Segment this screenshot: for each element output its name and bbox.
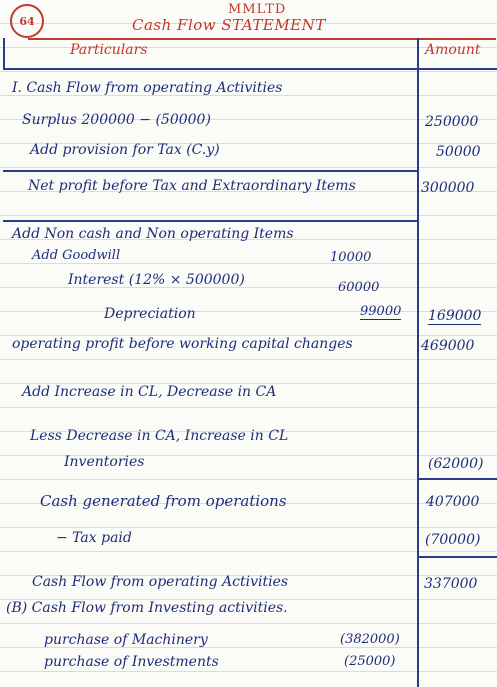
row-depreciation-amount: 169000: [428, 308, 482, 324]
header-underline: [3, 68, 497, 70]
row-section-operating: I. Cash Flow from operating Activities: [12, 80, 283, 96]
row-interest-value: 60000: [338, 280, 380, 295]
column-header-amount: Amount: [425, 42, 481, 58]
row-goodwill-value: 10000: [330, 250, 372, 265]
row-inventories: Inventories: [64, 454, 145, 470]
row-operating-profit: operating profit before working capital changes: [12, 336, 353, 352]
row-non-cash-items: Add Non cash and Non operating Items: [12, 226, 294, 242]
row-inventories-amount: (62000): [428, 456, 484, 472]
row-less-decrease: Less Decrease in CA, Increase in CL: [30, 428, 289, 444]
row-tax-paid-amount: (70000): [425, 532, 481, 548]
statement-title: Cash Flow STATEMENT: [132, 16, 326, 34]
company-name: MMLTD: [228, 2, 287, 17]
row-section-investing: (B) Cash Flow from Investing activities.: [6, 600, 288, 616]
row-net-profit: Net profit before Tax and Extraordinary Items: [28, 178, 356, 194]
divider-2: [3, 220, 417, 222]
column-divider: [417, 38, 419, 687]
row-purchase-machinery-value: (382000): [340, 632, 400, 647]
row-purchase-investments-value: (25000): [344, 654, 396, 669]
row-surplus: Surplus 200000 − (50000): [22, 112, 211, 128]
row-operating-profit-amount: 469000: [421, 338, 475, 354]
row-purchase-investments: purchase of Investments: [44, 654, 219, 670]
row-cash-generated-amount: 407000: [426, 494, 480, 510]
row-depreciation: Depreciation: [104, 306, 196, 322]
inventories-underline: [417, 478, 497, 480]
row-add-increase: Add Increase in CL, Decrease in CA: [22, 384, 277, 400]
row-depreciation-value: 99000: [360, 304, 402, 319]
page-badge: 64: [10, 4, 44, 38]
row-surplus-amount: 250000: [425, 114, 479, 130]
divider-1: [3, 170, 417, 172]
table-left-edge: [3, 38, 5, 68]
row-cash-generated: Cash generated from operations: [40, 492, 287, 510]
column-header-particulars: Particulars: [70, 42, 148, 58]
tax-paid-underline: [417, 556, 497, 558]
row-purchase-machinery: purchase of Machinery: [44, 632, 208, 648]
row-interest: Interest (12% × 500000): [68, 272, 245, 288]
row-provision-tax: Add provision for Tax (C.y): [30, 142, 220, 158]
row-goodwill: Add Goodwill: [32, 248, 121, 263]
row-cash-flow-operating-amount: 337000: [424, 576, 478, 592]
row-tax-paid: − Tax paid: [56, 530, 132, 546]
row-provision-tax-amount: 50000: [436, 144, 481, 160]
row-net-profit-amount: 300000: [421, 180, 475, 196]
row-cash-flow-operating: Cash Flow from operating Activities: [32, 574, 289, 590]
title-underline: [28, 38, 496, 40]
